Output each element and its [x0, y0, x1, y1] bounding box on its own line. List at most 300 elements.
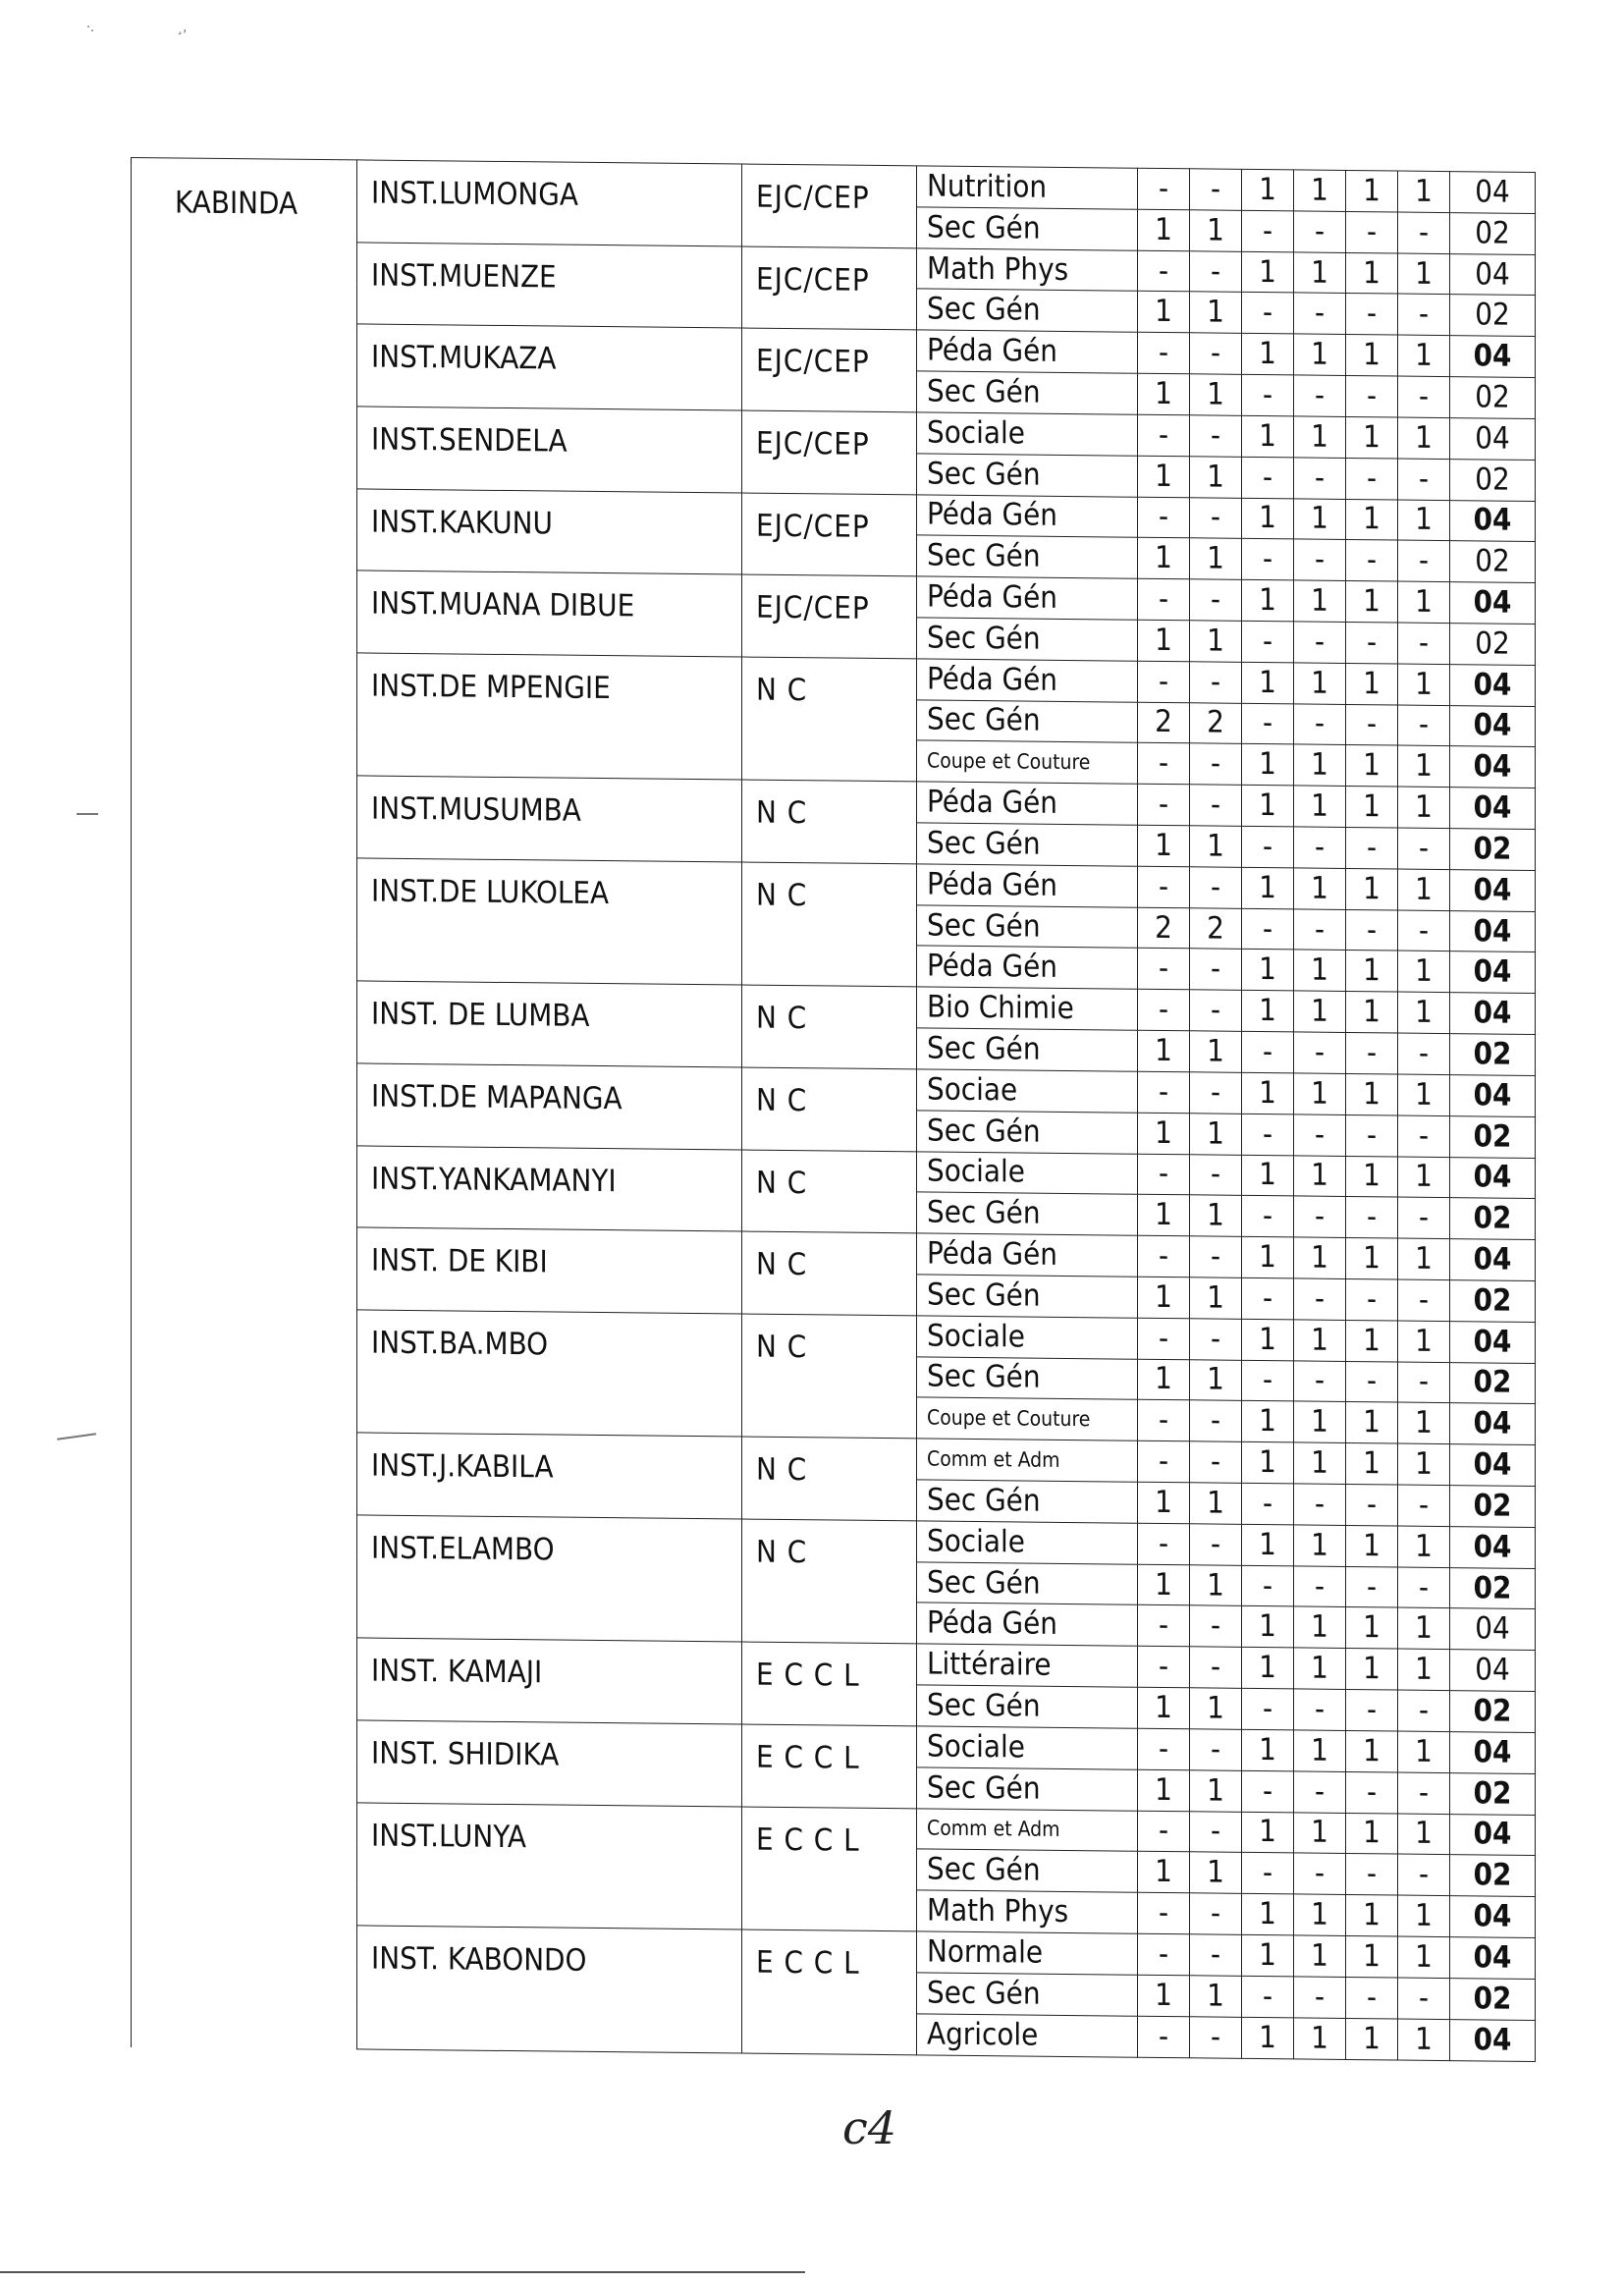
class-count-cell: -: [1190, 1893, 1242, 1934]
class-count-cell: -: [1242, 374, 1294, 415]
section-name: Sec Gén: [917, 1192, 1138, 1235]
class-count-cell: 1: [1398, 1936, 1450, 1978]
class-count-cell: -: [1138, 866, 1190, 907]
class-count-cell: -: [1294, 1196, 1346, 1237]
class-count-cell: 1: [1398, 335, 1450, 376]
margin-dash: [57, 1433, 96, 1440]
school-name: INST.J.KABILA: [357, 1433, 742, 1519]
class-count-cell: 2: [1138, 702, 1190, 743]
total-cell: 04: [1450, 1321, 1536, 1363]
class-count-cell: 1: [1346, 1443, 1398, 1485]
class-count-cell: -: [1294, 1689, 1346, 1730]
class-count-cell: 1: [1294, 991, 1346, 1032]
network-code: N C: [742, 1314, 917, 1439]
class-count-cell: 1: [1346, 951, 1398, 992]
total-cell: 02: [1450, 1772, 1536, 1815]
class-count-cell: 1: [1398, 417, 1450, 459]
total-cell: 02: [1450, 624, 1536, 666]
class-count-cell: -: [1190, 415, 1242, 457]
class-count-cell: 1: [1398, 1074, 1450, 1115]
class-count-cell: 1: [1294, 2017, 1346, 2059]
class-count-cell: 1: [1242, 169, 1294, 210]
class-count-cell: -: [1294, 1977, 1346, 2018]
table-row: [132, 158, 1536, 214]
class-count-cell: 1: [1242, 1524, 1294, 1565]
network-code: E C C L: [742, 1642, 917, 1725]
class-count-cell: -: [1138, 1235, 1190, 1277]
class-count-cell: 1: [1138, 292, 1190, 333]
table: [131, 157, 1536, 2062]
class-count-cell: -: [1242, 826, 1294, 867]
total-cell: 04: [1450, 1157, 1536, 1199]
class-count-cell: 1: [1138, 209, 1190, 250]
class-count-cell: -: [1190, 1524, 1242, 1565]
class-count-cell: 1: [1138, 1113, 1190, 1154]
class-count-cell: 1: [1190, 1564, 1242, 1605]
class-count-cell: -: [1190, 662, 1242, 703]
class-count-cell: 1: [1242, 1729, 1294, 1770]
class-count-cell: -: [1294, 1484, 1346, 1525]
class-count-cell: -: [1346, 827, 1398, 868]
section-name: Sec Gén: [917, 1849, 1138, 1892]
section-name: Sec Gén: [917, 1356, 1138, 1399]
network-code: EJC/CEP: [742, 328, 917, 411]
class-count-cell: 1: [1190, 1031, 1242, 1072]
school-name: INST.SENDELA: [357, 407, 742, 493]
class-count-cell: -: [1346, 540, 1398, 581]
total-cell: 02: [1450, 829, 1536, 871]
total-cell: 02: [1450, 541, 1536, 583]
class-count-cell: 1: [1242, 498, 1294, 539]
section-name: Sec Gén: [917, 618, 1138, 661]
class-count-cell: 1: [1242, 1606, 1294, 1648]
section-name: Sec Gén: [917, 535, 1138, 578]
class-count-cell: -: [1398, 1033, 1450, 1074]
class-count-cell: -: [1398, 294, 1450, 335]
class-count-cell: 1: [1398, 1649, 1450, 1690]
class-count-cell: 1: [1138, 1030, 1190, 1071]
class-count-cell: 1: [1138, 1564, 1190, 1605]
class-count-cell: 1: [1398, 869, 1450, 910]
class-count-cell: -: [1242, 1483, 1294, 1524]
total-cell: 04: [1450, 910, 1536, 952]
total-cell: 04: [1450, 253, 1536, 296]
total-cell: 04: [1450, 1526, 1536, 1568]
class-count-cell: 1: [1294, 170, 1346, 211]
class-count-cell: -: [1138, 250, 1190, 292]
total-cell: 02: [1450, 1691, 1536, 1733]
class-count-cell: -: [1138, 1318, 1190, 1359]
class-count-cell: -: [1398, 705, 1450, 746]
class-count-cell: -: [1190, 1154, 1242, 1195]
class-count-cell: 1: [1346, 1935, 1398, 1977]
section-name: Sec Gén: [917, 1028, 1138, 1071]
class-count-cell: 1: [1294, 1606, 1346, 1648]
class-count-cell: 1: [1294, 1812, 1346, 1853]
class-count-cell: -: [1346, 1114, 1398, 1156]
section-name: Sec Gén: [917, 289, 1138, 332]
class-count-cell: -: [1294, 622, 1346, 663]
total-cell: 04: [1450, 788, 1536, 830]
class-count-cell: -: [1242, 1565, 1294, 1606]
class-count-cell: -: [1190, 1441, 1242, 1483]
class-count-cell: 1: [1242, 662, 1294, 703]
class-count-cell: -: [1346, 1033, 1398, 1074]
class-count-cell: 1: [1242, 1401, 1294, 1442]
class-count-cell: -: [1398, 1978, 1450, 2019]
class-count-cell: 1: [1190, 1483, 1242, 1524]
class-count-cell: -: [1190, 1647, 1242, 1688]
total-cell: 02: [1450, 1362, 1536, 1404]
network-code: N C: [742, 1519, 917, 1644]
class-count-cell: 1: [1242, 1236, 1294, 1277]
class-count-cell: 1: [1294, 1935, 1346, 1977]
school-name: INST.BA.MBO: [357, 1310, 742, 1438]
network-code: E C C L: [742, 1930, 917, 2055]
class-count-cell: 1: [1346, 1649, 1398, 1690]
total-cell: 04: [1450, 172, 1536, 214]
section-name: Sociae: [917, 1069, 1138, 1113]
network-code: N C: [742, 985, 917, 1068]
class-count-cell: 1: [1138, 1852, 1190, 1893]
section-name: Sec Gén: [917, 1767, 1138, 1811]
school-name: INST. KABONDO: [357, 1926, 742, 2053]
total-cell: 04: [1450, 951, 1536, 994]
section-name: Péda Gén: [917, 330, 1138, 373]
school-name: INST.ELAMBO: [357, 1515, 742, 1643]
class-count-cell: -: [1190, 1811, 1242, 1852]
class-count-cell: 1: [1242, 1934, 1294, 1976]
section-name: Nutrition: [917, 166, 1138, 209]
class-count-cell: 2: [1190, 907, 1242, 949]
class-count-cell: 1: [1294, 252, 1346, 294]
total-cell: 04: [1450, 705, 1536, 747]
class-count-cell: -: [1294, 1114, 1346, 1156]
total-cell: 02: [1450, 1280, 1536, 1323]
section-name: Littéraire: [917, 1644, 1138, 1687]
class-count-cell: -: [1346, 1484, 1398, 1525]
class-count-cell: 1: [1190, 1113, 1242, 1154]
class-count-cell: 1: [1294, 1648, 1346, 1689]
total-cell: 04: [1450, 746, 1536, 788]
class-count-cell: -: [1346, 1278, 1398, 1320]
class-count-cell: -: [1190, 250, 1242, 292]
class-count-cell: -: [1138, 1646, 1190, 1687]
class-count-cell: -: [1138, 784, 1190, 825]
class-count-cell: -: [1242, 1196, 1294, 1237]
class-count-cell: 1: [1398, 1402, 1450, 1443]
class-count-cell: 1: [1398, 951, 1450, 992]
class-count-cell: -: [1242, 1277, 1294, 1319]
total-cell: 02: [1450, 459, 1536, 501]
section-name: Sec Gén: [917, 454, 1138, 497]
class-count-cell: 1: [1242, 415, 1294, 457]
class-count-cell: 1: [1138, 1687, 1190, 1728]
class-count-cell: -: [1398, 212, 1450, 253]
school-name: INST.MUANA DIBUE: [357, 571, 742, 657]
network-code: E C C L: [742, 1724, 917, 1808]
section-name: Sec Gén: [917, 1275, 1138, 1318]
class-count-cell: -: [1294, 211, 1346, 252]
class-count-cell: -: [1242, 539, 1294, 580]
class-count-cell: -: [1138, 1154, 1190, 1195]
class-count-cell: -: [1138, 332, 1190, 373]
class-count-cell: 1: [1190, 374, 1242, 415]
class-count-cell: 1: [1190, 538, 1242, 579]
section-name: Péda Gén: [917, 494, 1138, 537]
class-count-cell: 1: [1398, 1157, 1450, 1198]
class-count-cell: 1: [1242, 334, 1294, 375]
class-count-cell: -: [1242, 210, 1294, 251]
total-cell: 02: [1450, 377, 1536, 419]
total-cell: 02: [1450, 1034, 1536, 1076]
school-name: INST.MUENZE: [357, 243, 742, 329]
class-count-cell: 1: [1346, 1402, 1398, 1443]
class-count-cell: -: [1190, 990, 1242, 1031]
class-count-cell: 1: [1398, 1607, 1450, 1649]
section-name: Sec Gén: [917, 371, 1138, 414]
class-count-cell: -: [1398, 1567, 1450, 1608]
class-count-cell: -: [1242, 1770, 1294, 1812]
class-count-cell: 1: [1242, 867, 1294, 908]
section-name: Péda Gén: [917, 782, 1138, 825]
school-name: INST.MUSUMBA: [357, 776, 742, 862]
scan-mark: ·.: [86, 20, 94, 35]
class-count-cell: 1: [1346, 787, 1398, 828]
class-count-cell: 1: [1346, 1525, 1398, 1566]
class-count-cell: -: [1398, 1279, 1450, 1321]
class-count-cell: -: [1346, 1197, 1398, 1238]
class-count-cell: 1: [1398, 1895, 1450, 1936]
section-name: Sociale: [917, 1726, 1138, 1769]
school-name: INST.LUMONGA: [357, 160, 742, 246]
margin-dash: [77, 813, 98, 815]
class-count-cell: 1: [1346, 1895, 1398, 1936]
class-count-cell: -: [1294, 539, 1346, 580]
section-name: Coupe et Couture: [917, 1397, 1138, 1440]
section-name: Sociale: [917, 1316, 1138, 1359]
class-count-cell: 1: [1398, 1443, 1450, 1485]
class-count-cell: 1: [1242, 579, 1294, 621]
class-count-cell: -: [1398, 540, 1450, 581]
total-cell: 02: [1450, 1198, 1536, 1240]
network-code: EJC/CEP: [742, 493, 917, 576]
section-name: Sec Gén: [917, 1973, 1138, 2016]
class-count-cell: -: [1190, 169, 1242, 210]
class-count-cell: 1: [1190, 1688, 1242, 1729]
class-count-cell: 1: [1346, 663, 1398, 704]
section-name: Sec Gén: [917, 905, 1138, 949]
class-count-cell: -: [1138, 949, 1190, 990]
section-name: Sec Gén: [917, 1562, 1138, 1605]
class-count-cell: 1: [1294, 334, 1346, 375]
network-code: EJC/CEP: [742, 164, 917, 247]
class-count-cell: -: [1138, 578, 1190, 620]
class-count-cell: -: [1294, 375, 1346, 416]
class-count-cell: 1: [1190, 1769, 1242, 1811]
class-count-cell: -: [1346, 294, 1398, 335]
class-count-cell: -: [1138, 1811, 1190, 1852]
section-name: Normale: [917, 1931, 1138, 1975]
class-count-cell: -: [1190, 1605, 1242, 1647]
class-count-cell: -: [1190, 949, 1242, 990]
class-count-cell: 1: [1294, 1894, 1346, 1935]
class-count-cell: -: [1346, 211, 1398, 252]
section-name: Comm et Adm: [917, 1808, 1138, 1851]
school-name: INST. KAMAJI: [357, 1638, 742, 1724]
class-count-cell: -: [1242, 1688, 1294, 1729]
class-count-cell: -: [1294, 1278, 1346, 1320]
class-count-cell: 1: [1242, 991, 1294, 1032]
section-name: Péda Gén: [917, 1233, 1138, 1277]
class-count-cell: -: [1138, 1071, 1190, 1113]
total-cell: 02: [1450, 1115, 1536, 1158]
total-cell: 02: [1450, 1978, 1536, 2020]
class-count-cell: 1: [1138, 373, 1190, 414]
section-name: Math Phys: [917, 248, 1138, 292]
class-count-cell: 1: [1346, 1730, 1398, 1771]
class-count-cell: -: [1242, 1853, 1294, 1894]
class-count-cell: 1: [1138, 1195, 1190, 1236]
class-count-cell: 1: [1242, 251, 1294, 293]
class-count-cell: 1: [1138, 620, 1190, 661]
class-count-cell: -: [1346, 1566, 1398, 1607]
class-count-cell: -: [1398, 1485, 1450, 1526]
school-name: INST.MUKAZA: [357, 324, 742, 410]
class-count-cell: -: [1138, 497, 1190, 538]
staffing-table: [131, 157, 1535, 2062]
total-cell: 04: [1450, 2019, 1536, 2061]
section-name: Comm et Adm: [917, 1439, 1138, 1482]
class-count-cell: 1: [1398, 1238, 1450, 1279]
class-count-cell: 2: [1138, 907, 1190, 949]
network-code: N C: [742, 657, 917, 782]
class-count-cell: 1: [1398, 1814, 1450, 1855]
class-count-cell: -: [1242, 1031, 1294, 1072]
class-count-cell: 1: [1346, 252, 1398, 294]
network-code: EJC/CEP: [742, 410, 917, 494]
total-cell: 02: [1450, 1855, 1536, 1897]
class-count-cell: 1: [1190, 210, 1242, 251]
class-count-cell: -: [1190, 1072, 1242, 1114]
total-cell: 04: [1450, 1814, 1536, 1856]
class-count-cell: -: [1138, 1605, 1190, 1647]
class-count-cell: 1: [1346, 745, 1398, 787]
school-name: INST.DE MPENGIE: [357, 653, 742, 781]
class-count-cell: 2: [1190, 702, 1242, 743]
total-cell: 04: [1450, 1239, 1536, 1281]
class-count-cell: 1: [1346, 1320, 1398, 1361]
class-count-cell: 1: [1190, 1852, 1242, 1893]
class-count-cell: -: [1242, 1976, 1294, 2017]
class-count-cell: 1: [1190, 292, 1242, 333]
class-count-cell: -: [1190, 497, 1242, 538]
class-count-cell: -: [1398, 1115, 1450, 1157]
total-cell: 04: [1450, 1937, 1536, 1980]
class-count-cell: 1: [1346, 416, 1398, 458]
class-count-cell: 1: [1138, 1277, 1190, 1318]
class-count-cell: 1: [1294, 416, 1346, 458]
class-count-cell: -: [1346, 376, 1398, 417]
class-count-cell: 1: [1398, 664, 1450, 705]
class-count-cell: 1: [1190, 456, 1242, 497]
network-code: N C: [742, 1231, 917, 1315]
section-name: Sec Gén: [917, 1685, 1138, 1728]
class-count-cell: -: [1346, 1361, 1398, 1402]
class-count-cell: 1: [1242, 950, 1294, 991]
section-name: Math Phys: [917, 1890, 1138, 1933]
class-count-cell: 1: [1398, 1731, 1450, 1772]
class-count-cell: 1: [1242, 1442, 1294, 1484]
class-count-cell: -: [1398, 459, 1450, 500]
school-name: INST. DE LUMBA: [357, 981, 742, 1067]
class-count-cell: 1: [1242, 1319, 1294, 1360]
class-count-cell: -: [1190, 743, 1242, 785]
class-count-cell: -: [1398, 1197, 1450, 1238]
section-name: Sec Gén: [917, 699, 1138, 742]
class-count-cell: -: [1190, 1729, 1242, 1770]
total-cell: 04: [1450, 1896, 1536, 1938]
section-name: Coupe et Couture: [917, 740, 1138, 784]
section-name: Sociale: [917, 1521, 1138, 1564]
class-count-cell: -: [1138, 1728, 1190, 1769]
total-cell: 04: [1450, 417, 1536, 460]
section-name: Sec Gén: [917, 207, 1138, 250]
class-count-cell: 1: [1346, 170, 1398, 211]
class-count-cell: -: [1398, 1362, 1450, 1403]
class-count-cell: 1: [1294, 868, 1346, 909]
class-count-cell: -: [1190, 333, 1242, 374]
section-name: Péda Gén: [917, 659, 1138, 702]
class-count-cell: -: [1346, 1690, 1398, 1731]
class-count-cell: -: [1398, 828, 1450, 869]
page-number: c4: [842, 2101, 897, 2154]
class-count-cell: -: [1242, 908, 1294, 950]
total-cell: 02: [1450, 1567, 1536, 1609]
total-cell: 02: [1450, 1486, 1536, 1528]
school-name: INST.YANKAMANYI: [357, 1145, 742, 1231]
network-code: N C: [742, 1067, 917, 1151]
class-count-cell: 1: [1346, 992, 1398, 1033]
network-code: EJC/CEP: [742, 574, 917, 658]
class-count-cell: -: [1294, 458, 1346, 499]
class-count-cell: -: [1138, 1892, 1190, 1933]
class-count-cell: 1: [1242, 1812, 1294, 1853]
class-count-cell: -: [1294, 1566, 1346, 1607]
class-count-cell: -: [1190, 1236, 1242, 1277]
class-count-cell: -: [1242, 457, 1294, 498]
class-count-cell: -: [1294, 703, 1346, 744]
class-count-cell: 1: [1138, 456, 1190, 497]
class-count-cell: -: [1346, 1854, 1398, 1895]
school-name: INST.KAKUNU: [357, 488, 742, 574]
class-count-cell: 1: [1294, 498, 1346, 539]
class-count-cell: -: [1398, 623, 1450, 664]
class-count-cell: 1: [1190, 826, 1242, 867]
class-count-cell: 1: [1294, 786, 1346, 827]
class-count-cell: 1: [1190, 1195, 1242, 1236]
class-count-cell: 1: [1190, 621, 1242, 662]
class-count-cell: -: [1190, 785, 1242, 826]
class-count-cell: -: [1242, 1360, 1294, 1401]
class-count-cell: -: [1138, 2016, 1190, 2058]
class-count-cell: -: [1138, 1523, 1190, 1564]
class-count-cell: -: [1190, 867, 1242, 908]
class-count-cell: -: [1242, 621, 1294, 662]
region-name: KABINDA: [132, 158, 357, 2049]
network-code: EJC/CEP: [742, 246, 917, 330]
class-count-cell: 1: [1398, 581, 1450, 623]
